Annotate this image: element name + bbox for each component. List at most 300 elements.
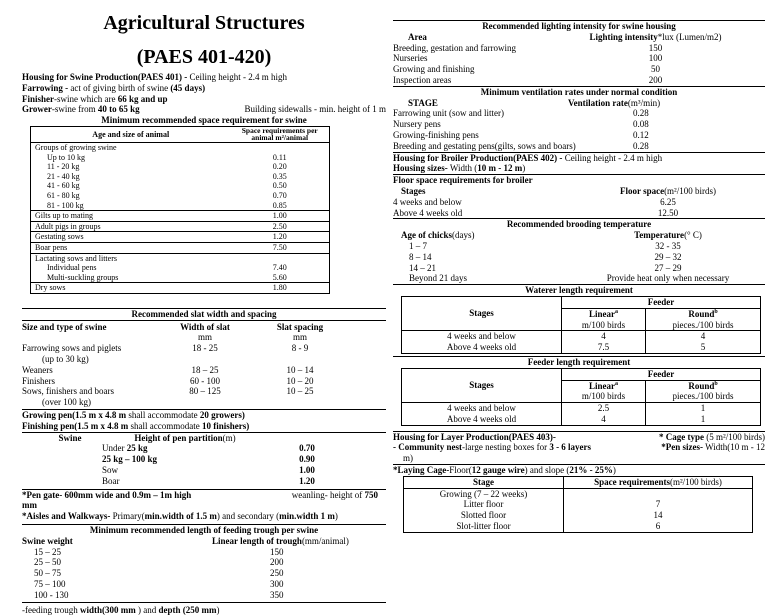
slat-row-width: 18 – 25 bbox=[191, 364, 219, 375]
space-row-value: 1.20 bbox=[231, 232, 330, 243]
slat-header-size: Size and type of swine bbox=[22, 321, 107, 332]
lighting-row bbox=[393, 53, 765, 64]
feeder-row-round: 1 bbox=[700, 403, 706, 414]
space-row-value: 1.80 bbox=[231, 283, 330, 294]
ventilation-header-rate: Ventilation rate bbox=[568, 97, 628, 108]
feeder-header-stages: Stages bbox=[402, 368, 562, 402]
stage-row-label: Growing (7 – 22 weeks) bbox=[404, 488, 564, 499]
trough-row-length: 350 bbox=[270, 589, 284, 600]
ventilation-row-label: Growing-finishing pens bbox=[393, 129, 479, 140]
waterer-row-round: 4 bbox=[700, 331, 706, 342]
stage-grid bbox=[403, 476, 753, 533]
weanling-text: weanling- height of bbox=[291, 489, 365, 500]
lighting-header-area: Area bbox=[408, 31, 427, 42]
feeder-header-linear bbox=[562, 380, 646, 403]
right-column bbox=[393, 0, 765, 533]
growing-pen-size: Growing pen(1.5 m x 4.8 m bbox=[22, 410, 127, 421]
space-row bbox=[31, 263, 330, 273]
ventilation-title: Minimum ventilation rates under normal condition bbox=[480, 86, 678, 97]
floor-table-body bbox=[393, 197, 765, 219]
brooding-row-label: 14 – 21 bbox=[409, 262, 436, 273]
lighting-row-value: 50 bbox=[651, 64, 660, 75]
partition-row-value: 0.70 bbox=[299, 443, 315, 454]
space-row bbox=[31, 221, 330, 232]
farrowing-line bbox=[22, 83, 386, 94]
growing-pen-text: shall accommodate bbox=[126, 410, 200, 421]
stage-header-space-unit: (m²/100 birds) bbox=[669, 476, 722, 487]
space-row bbox=[31, 181, 330, 191]
pen-sizes-end: m) bbox=[403, 453, 413, 464]
floor-header-stages: Stages bbox=[401, 185, 426, 196]
stage-row-value: 14 bbox=[653, 510, 663, 521]
feeder-round-sup: b bbox=[714, 380, 718, 387]
trough-row-weight: 15 – 25 bbox=[34, 546, 61, 557]
brooding-header-unit: (° C) bbox=[684, 230, 702, 241]
cage-type-value: (5 m²/100 birds) bbox=[704, 431, 765, 442]
brooding-row-value: 32 - 35 bbox=[655, 240, 681, 251]
pen-sizes-text: Width(10 m - 12 bbox=[703, 442, 765, 453]
trough-width: width(300 mm bbox=[79, 604, 136, 615]
trough-header-length: Linear length of trough bbox=[212, 535, 302, 546]
aisles-end: ) bbox=[334, 511, 338, 522]
lighting-row-value: 100 bbox=[648, 53, 663, 64]
ventilation-header-stage: STAGE bbox=[408, 97, 438, 108]
waterer-table bbox=[393, 296, 765, 354]
stage-row-value bbox=[564, 488, 753, 499]
floor-header-unit: (m²/100 birds) bbox=[664, 185, 717, 196]
lighting-header-row bbox=[393, 32, 765, 43]
feeder-row-linear: 4 bbox=[562, 414, 646, 425]
space-row-label: 61 - 80 kg bbox=[47, 190, 80, 200]
lighting-row-value: 150 bbox=[648, 42, 663, 53]
stage-row-value: 7 bbox=[655, 499, 661, 510]
trough-row bbox=[22, 557, 386, 568]
waterer-row-round: 5 bbox=[700, 342, 706, 353]
ventilation-header-row bbox=[393, 98, 765, 109]
building-sidewalls: Building sidewalls - min. height of 1 m bbox=[244, 104, 386, 115]
laying-cage-text: Floor( bbox=[449, 465, 472, 476]
housing-swine-text: Ceiling height - 2.4 m high bbox=[187, 72, 288, 82]
slat-row-spacing: 10 – 14 bbox=[286, 364, 314, 375]
finisher-term: Finisher bbox=[22, 93, 55, 104]
ventilation-row-label: Nursery pens bbox=[393, 119, 441, 130]
lighting-row-label: Breeding, gestation and farrowing bbox=[393, 42, 516, 53]
laying-cage-term: *Laying Cage- bbox=[393, 465, 450, 476]
waterer-round-sup: b bbox=[714, 308, 718, 315]
space-req-title: Minimum recommended space requirement for swine bbox=[101, 115, 307, 126]
laying-cage-wire: 12 gauge wire bbox=[471, 465, 525, 476]
feeder-row-stage: 4 weeks and below bbox=[402, 403, 562, 414]
finishing-pen-text: shall accommodate bbox=[128, 420, 202, 431]
brooding-title: Recommended brooding temperature bbox=[506, 219, 652, 230]
partition-row-label bbox=[102, 443, 252, 454]
trough-row-weight: 25 – 50 bbox=[34, 557, 61, 568]
slat-header-row bbox=[22, 322, 386, 333]
layer-line bbox=[393, 432, 765, 443]
brooding-row bbox=[393, 241, 765, 252]
space-row bbox=[31, 201, 330, 211]
community-nest-term: - Community nest bbox=[393, 442, 462, 453]
partition-row-label bbox=[102, 454, 252, 465]
space-row-label: Dry sows bbox=[31, 283, 231, 294]
trough-row-length: 200 bbox=[270, 557, 284, 568]
ventilation-row bbox=[393, 108, 765, 119]
ventilation-row bbox=[393, 119, 765, 130]
space-row-value: 2.50 bbox=[231, 221, 330, 232]
slat-row bbox=[22, 343, 386, 354]
slat-row bbox=[22, 365, 386, 376]
community-nest-value: 3 - 6 layers bbox=[549, 442, 592, 453]
trough-row bbox=[22, 547, 386, 558]
slat-row-sub: (over 100 kg) bbox=[42, 397, 91, 408]
space-row-label: Gilts up to mating bbox=[31, 211, 231, 222]
brooding-table-body bbox=[393, 241, 765, 284]
community-nest-text: -large nesting boxes for bbox=[462, 442, 550, 453]
partition-row-label-text: Under bbox=[102, 443, 127, 454]
trough-row bbox=[22, 568, 386, 579]
trough-note-text: -feeding trough bbox=[22, 604, 80, 615]
broiler-heading: Housing for Broiler Production(PAES 402) - bbox=[393, 152, 563, 163]
waterer-title: Waterer length requirement bbox=[525, 285, 633, 296]
space-row bbox=[31, 142, 330, 152]
stage-header-row bbox=[404, 476, 753, 488]
feeder-table bbox=[393, 368, 765, 426]
trough-header-unit: (mm/animal) bbox=[301, 535, 349, 546]
lighting-row bbox=[393, 64, 765, 75]
housing-swine-heading: Housing for Swine Production(PAES 401) - bbox=[22, 72, 188, 82]
grower-term: Grower bbox=[22, 104, 52, 115]
brooding-row-value: Provide heat only when necessary bbox=[606, 273, 730, 284]
waterer-row-stage: Above 4 weeks old bbox=[402, 342, 562, 353]
ventilation-table-body bbox=[393, 108, 765, 151]
space-row-label: Individual pens bbox=[47, 263, 97, 273]
slat-unit-width: mm bbox=[197, 332, 212, 343]
aisles-text: Primary( bbox=[110, 511, 145, 522]
ventilation-row-value: 0.28 bbox=[633, 140, 649, 151]
community-line bbox=[393, 442, 765, 453]
farrowing-days: (45 days) bbox=[170, 82, 206, 93]
laying-cage-slope-text: ) and slope ( bbox=[524, 465, 570, 476]
waterer-row-stage: 4 weeks and below bbox=[402, 331, 562, 342]
slat-units-row bbox=[22, 332, 386, 343]
space-row-value: 0.35 bbox=[272, 171, 287, 181]
partition-header-unit: (m) bbox=[222, 432, 236, 443]
brooding-row bbox=[393, 263, 765, 274]
partition-header-height: Height of pen partition bbox=[134, 432, 223, 443]
brooding-header-row bbox=[393, 230, 765, 241]
waterer-round-label: Round bbox=[688, 308, 715, 319]
broiler-line bbox=[393, 153, 765, 164]
aisles-secondary-width: min.width 1 m bbox=[279, 511, 335, 522]
slat-row-width: 18 - 25 bbox=[192, 343, 218, 354]
space-row bbox=[31, 242, 330, 253]
partition-row-label bbox=[102, 465, 252, 476]
floor-row bbox=[393, 197, 765, 208]
partition-row bbox=[22, 476, 386, 487]
trough-row bbox=[22, 590, 386, 601]
space-row-label: 41 - 60 kg bbox=[47, 181, 80, 191]
lighting-header-unit: *lux (Lumen/m2) bbox=[657, 31, 722, 42]
housing-sizes-end: ) bbox=[522, 163, 526, 174]
trough-header-row bbox=[22, 536, 386, 547]
stage-header-space bbox=[564, 476, 753, 488]
space-row-label: Boar pens bbox=[31, 242, 231, 253]
stage-header-stage: Stage bbox=[404, 476, 564, 488]
space-header-req: Space requirements per animal m²/animal bbox=[231, 126, 330, 142]
stage-row-label: Litter floor bbox=[404, 499, 564, 510]
space-row-label: Multi-suckling groups bbox=[47, 272, 119, 282]
growing-pen-capacity: 20 growers) bbox=[199, 410, 245, 421]
housing-sizes-value: 10 m - 12 m bbox=[477, 163, 523, 174]
weanling-unit: mm bbox=[22, 500, 37, 511]
lighting-table-body bbox=[393, 43, 765, 86]
feeder-linear-unit: m/100 birds bbox=[581, 391, 626, 402]
grower-line bbox=[22, 104, 386, 115]
housing-sizes-line bbox=[393, 163, 765, 174]
finishing-pen-size: Finishing pen(1.5 m x 4.8 m bbox=[22, 420, 129, 431]
slat-row-spacing: 8 - 9 bbox=[291, 343, 309, 354]
growing-pen-line bbox=[22, 410, 386, 421]
space-row-value: 0.85 bbox=[272, 200, 287, 210]
waterer-linear-label: Linear bbox=[589, 308, 616, 319]
space-row bbox=[31, 172, 330, 182]
grower-def: -swine from bbox=[51, 104, 98, 115]
partition-row-label-bold: 25 kg bbox=[126, 443, 148, 454]
slat-unit-spacing: mm bbox=[292, 332, 307, 343]
brooding-header-days: (days) bbox=[452, 230, 475, 241]
slat-row-width: 80 – 125 bbox=[189, 386, 221, 397]
broiler-text: Ceiling height - 2.4 m high bbox=[562, 152, 663, 163]
feeder-linear-label: Linear bbox=[589, 380, 616, 391]
partition-row-label-text: Sow bbox=[102, 465, 119, 476]
partition-row-label-bold: 25 kg – 100 kg bbox=[102, 454, 158, 465]
slat-row-spacing: 10 – 25 bbox=[286, 386, 314, 397]
space-row-value: 5.60 bbox=[272, 272, 287, 282]
space-row bbox=[31, 191, 330, 201]
lighting-row-label: Inspection areas bbox=[393, 74, 452, 85]
housing-sizes-term: Housing sizes- bbox=[393, 163, 448, 174]
feeder-linear-sup: a bbox=[615, 380, 619, 387]
space-requirement-table bbox=[30, 126, 330, 294]
space-row-value bbox=[231, 253, 330, 263]
ventilation-row-value: 0.12 bbox=[633, 129, 649, 140]
lighting-row-value: 200 bbox=[648, 74, 663, 85]
partition-row-label-text: Boar bbox=[102, 475, 120, 486]
lighting-row bbox=[393, 43, 765, 54]
trough-close: ) bbox=[216, 604, 220, 615]
aisles-term: *Aisles and Walkways- bbox=[22, 511, 111, 522]
waterer-header-feeder: Feeder bbox=[562, 296, 761, 308]
space-row bbox=[31, 211, 330, 222]
floor-row-label: 4 weeks and below bbox=[393, 196, 462, 207]
space-row-label: 21 - 40 kg bbox=[47, 171, 80, 181]
ventilation-row bbox=[393, 141, 765, 152]
ventilation-row-label: Farrowing unit (sow and litter) bbox=[393, 108, 504, 119]
trough-row bbox=[22, 579, 386, 590]
stage-row bbox=[404, 521, 753, 532]
space-row bbox=[31, 273, 330, 283]
stage-row bbox=[404, 499, 753, 510]
partition-row bbox=[22, 443, 386, 454]
waterer-header-round bbox=[646, 308, 761, 331]
laying-cage-end: ) bbox=[612, 465, 616, 476]
feeder-header-round bbox=[646, 380, 761, 403]
weanling-value: 750 bbox=[364, 489, 378, 500]
aisles-text2: ) and secondary ( bbox=[216, 511, 280, 522]
brooding-header-temp: Temperature bbox=[634, 230, 685, 241]
layer-heading: Housing for Layer Production(PAES 403)- bbox=[393, 431, 556, 442]
lighting-row-label: Growing and finishing bbox=[393, 64, 475, 75]
slat-row-label: Finishers bbox=[22, 375, 56, 386]
space-row-value: 0.50 bbox=[272, 181, 287, 191]
trough-header-weight: Swine weight bbox=[22, 535, 73, 546]
brooding-row-value: 27 – 29 bbox=[654, 262, 682, 273]
slat-row-label: Sows, finishers and boars bbox=[22, 386, 114, 397]
space-row-value: 7.50 bbox=[231, 242, 330, 253]
trough-row-weight: 100 - 130 bbox=[34, 589, 69, 600]
brooding-header-age: Age of chicks bbox=[401, 230, 452, 241]
space-row-label: 11 - 20 kg bbox=[47, 162, 80, 172]
trough-and: ) and bbox=[135, 604, 159, 615]
ventilation-row-label: Breeding and gestating pens(gilts, sows and boars) bbox=[393, 140, 576, 151]
space-row-value: 7.40 bbox=[272, 263, 287, 273]
lighting-row bbox=[393, 75, 765, 86]
slat-row-label: Farrowing sows and piglets bbox=[22, 343, 122, 354]
partition-row-value: 1.20 bbox=[299, 475, 315, 486]
finisher-kg: 66 kg and up bbox=[117, 93, 168, 104]
slat-row-label: Weaners bbox=[22, 364, 53, 375]
space-row bbox=[31, 232, 330, 243]
feeder-row-stage: Above 4 weeks old bbox=[402, 414, 562, 425]
finisher-line bbox=[22, 94, 386, 105]
lighting-title: Recommended lighting intensity for swine housing bbox=[482, 21, 676, 31]
laying-cage-line bbox=[393, 465, 765, 476]
feeder-row-round: 1 bbox=[700, 413, 706, 424]
page-title: Agricultural Structures bbox=[103, 12, 305, 34]
trough-title: Minimum recommended length of feeding trough per swine bbox=[89, 525, 319, 536]
space-row-value: 0.11 bbox=[272, 152, 287, 162]
slat-title: Recommended slat width and spacing bbox=[131, 308, 277, 319]
trough-row-weight: 50 – 75 bbox=[34, 568, 61, 579]
space-row-label: 81 - 100 kg bbox=[47, 200, 84, 210]
stage-row bbox=[404, 510, 753, 521]
floor-row-value: 6.25 bbox=[660, 196, 676, 207]
partition-table-body bbox=[22, 443, 386, 486]
trough-row-length: 300 bbox=[270, 579, 284, 590]
ventilation-row bbox=[393, 130, 765, 141]
slat-row bbox=[22, 386, 386, 397]
floor-header-row bbox=[393, 186, 765, 197]
aisles-primary-width: min.width of 1.5 m bbox=[144, 511, 217, 522]
space-row-label: Gestating sows bbox=[31, 232, 231, 243]
partition-row-value: 0.90 bbox=[299, 454, 315, 465]
brooding-row-label: Beyond 21 days bbox=[409, 273, 467, 284]
cage-type-term: * Cage type bbox=[659, 431, 705, 442]
partition-header-swine: Swine bbox=[58, 432, 82, 443]
farrowing-term: Farrowing - bbox=[22, 82, 69, 93]
space-row-label: Lactating sows and litters bbox=[31, 253, 231, 263]
slat-header-spacing: Slat spacing bbox=[276, 321, 324, 332]
space-row-value bbox=[231, 142, 330, 152]
trough-note bbox=[22, 605, 386, 615]
floor-row-value: 12.50 bbox=[657, 207, 679, 218]
stage-row bbox=[404, 488, 753, 499]
waterer-row-linear: 7.5 bbox=[562, 342, 646, 353]
stage-row-value: 6 bbox=[655, 521, 661, 532]
waterer-round-unit: pieces./100 birds bbox=[672, 319, 734, 330]
finishing-pen-line bbox=[22, 421, 386, 432]
waterer-grid bbox=[401, 296, 761, 354]
feeder-round-label: Round bbox=[688, 380, 715, 391]
grower-kg: 40 to 65 kg bbox=[97, 104, 140, 115]
pen-sizes-term: *Pen sizes- bbox=[661, 442, 704, 453]
space-row-value: 0.20 bbox=[272, 162, 287, 172]
ventilation-row-value: 0.28 bbox=[633, 108, 649, 119]
partition-header-row bbox=[22, 433, 386, 444]
page-subtitle: (PAES 401-420) bbox=[136, 46, 272, 68]
floor-title: Floor space requirements for broiler bbox=[393, 175, 533, 186]
ventilation-row-value: 0.08 bbox=[633, 119, 649, 130]
stage-header-space-label: Space requirements bbox=[594, 476, 670, 487]
partition-row-label bbox=[102, 476, 252, 487]
lighting-row-label: Nurseries bbox=[393, 53, 428, 64]
space-row bbox=[31, 253, 330, 263]
layer-stage-table bbox=[403, 476, 753, 533]
partition-row bbox=[22, 465, 386, 476]
space-row bbox=[31, 283, 330, 294]
waterer-header-linear bbox=[562, 308, 646, 331]
feeder-title: Feeder length requirement bbox=[393, 356, 765, 368]
space-row bbox=[31, 162, 330, 172]
aisles-line bbox=[22, 511, 386, 522]
finisher-def: -swine which are bbox=[54, 93, 118, 104]
slat-row bbox=[22, 376, 386, 387]
lighting-header-intensity: Lighting intensity bbox=[589, 31, 658, 42]
stage-row-label: Slot-litter floor bbox=[404, 521, 564, 532]
slat-header-width: Width of slat bbox=[180, 321, 230, 332]
trough-row-length: 150 bbox=[270, 546, 284, 557]
brooding-row-value: 29 – 32 bbox=[654, 251, 682, 262]
brooding-row-label: 1 – 7 bbox=[409, 240, 427, 251]
stage-row-label: Slotted floor bbox=[404, 510, 564, 521]
feeder-grid bbox=[401, 368, 761, 426]
space-header-age: Age and size of animal bbox=[31, 126, 231, 142]
slat-row-spacing: 10 – 20 bbox=[286, 375, 314, 386]
trough-row-length: 250 bbox=[270, 568, 284, 579]
housing-sizes-text: Width ( bbox=[447, 163, 478, 174]
laying-cage-slope: 21% - 25% bbox=[569, 465, 613, 476]
trough-row-weight: 75 – 100 bbox=[34, 579, 66, 590]
brooding-row bbox=[393, 273, 765, 284]
slat-row-sub: (up to 30 kg) bbox=[42, 354, 89, 365]
ventilation-header-unit: (m³/min) bbox=[627, 97, 661, 108]
feeder-header-feeder: Feeder bbox=[562, 368, 761, 380]
feeder-row bbox=[402, 414, 761, 425]
waterer-header-stages: Stages bbox=[402, 296, 562, 330]
space-row-label: Adult pigs in groups bbox=[31, 221, 231, 232]
space-row-value: 0.70 bbox=[272, 190, 287, 200]
waterer-linear-unit: m/100 birds bbox=[581, 319, 626, 330]
waterer-linear-sup: a bbox=[615, 308, 619, 315]
partition-row-value: 1.00 bbox=[299, 465, 315, 476]
partition-row bbox=[22, 454, 386, 465]
brooding-row-label: 8 – 14 bbox=[409, 251, 432, 262]
finishing-pen-capacity: 10 finishers) bbox=[202, 420, 250, 431]
housing-swine-line bbox=[22, 72, 386, 83]
feeder-row-linear: 2.5 bbox=[562, 403, 646, 414]
floor-row-label: Above 4 weeks old bbox=[393, 207, 463, 218]
space-row-label: Groups of growing swine bbox=[35, 142, 117, 152]
